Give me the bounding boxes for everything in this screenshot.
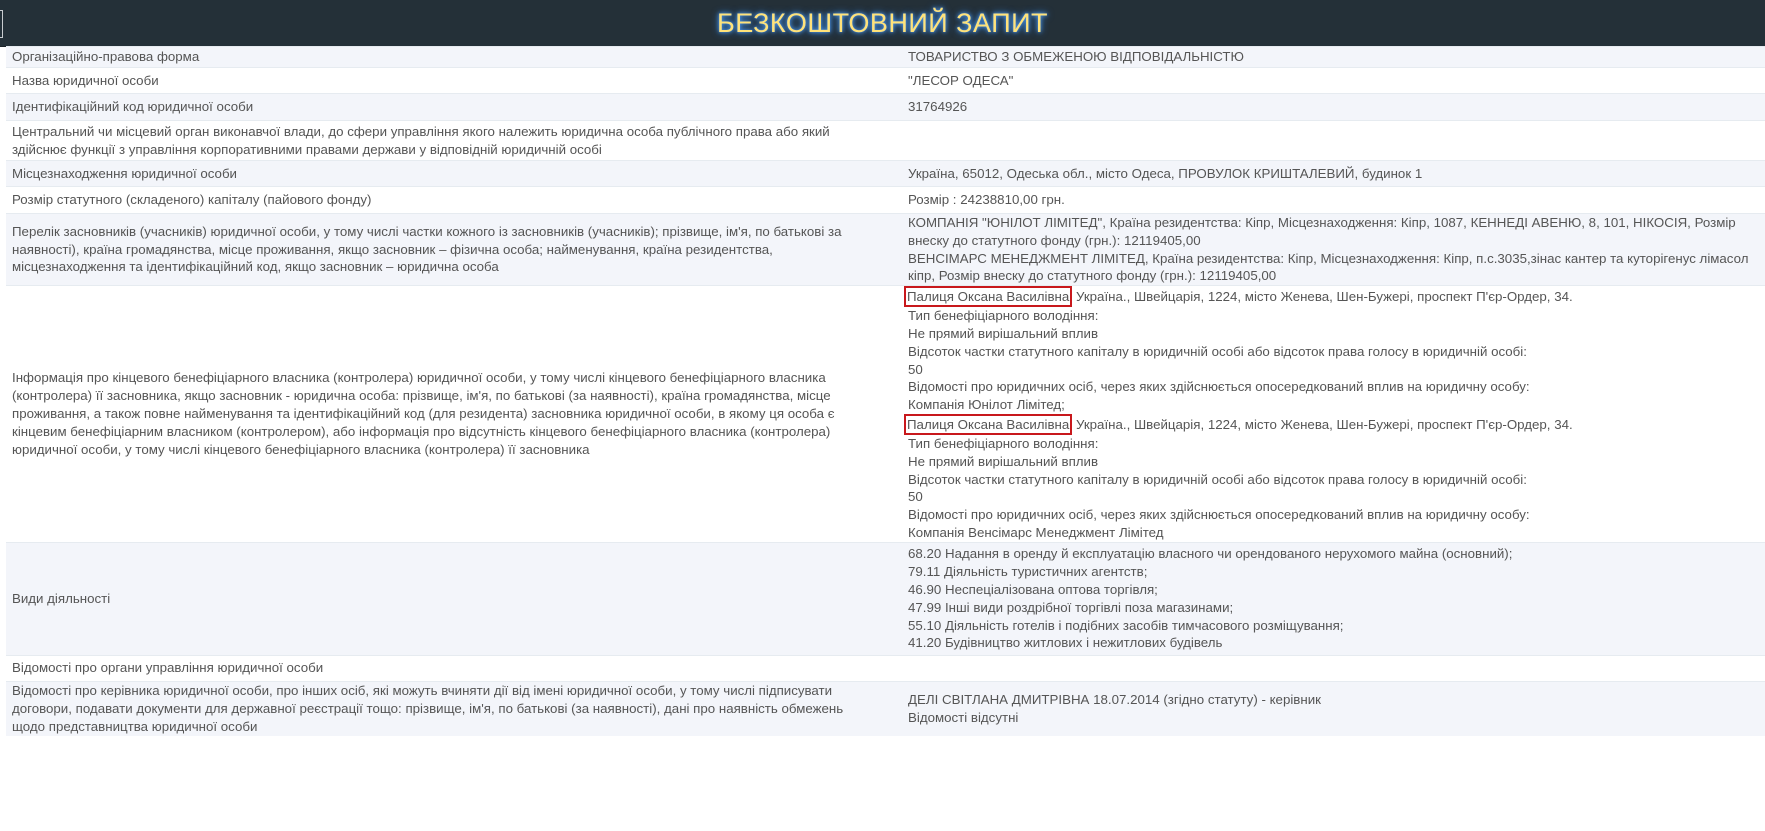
row-value-line: Компанія Юнілот Лімітед;	[908, 397, 1065, 413]
registry-table	[6, 46, 1765, 736]
row-label-line: здійснює функції з управління корпоративними правами держави у відповідній юридичній особі	[12, 141, 602, 157]
row-label	[6, 542, 902, 655]
row-value-line: Україна, 65012, Одеська обл., місто Одеса, ПРОВУЛОК КРИШТАЛЕВИЙ, будинок 1	[908, 165, 1423, 181]
beneficiary-address: Україна., Швейцарія, 1224, місто Женева, Шен-Бужері, проспект П'єр-Ордер, 34.	[1072, 289, 1573, 305]
row-value-line: 31764926	[908, 99, 968, 114]
row-label	[6, 47, 902, 68]
row-value-line: КОМПАНІЯ "ЮНІЛОТ ЛІМІТЕД", Країна резидентства: Кіпр, Місцезнаходження: Кіпр, 1087, КЕННЕДІ АВЕНЮ, 8, 101, НІКОСІЯ, Розмір	[908, 215, 1736, 230]
row-label-line: Організаційно-правова форма	[12, 49, 200, 64]
row-value	[902, 121, 1765, 161]
row-label-line: місцезнаходження та ідентифікаційний код, якщо засновник – юридична особа	[12, 259, 499, 275]
row-value-line: "ЛЕСОР ОДЕСА"	[908, 72, 1014, 88]
row-label	[6, 161, 902, 187]
row-value-line: внеску до статутного фонду (грн.): 12119405,00	[908, 232, 1201, 248]
row-value	[902, 214, 1765, 286]
table-row	[6, 681, 1765, 736]
table-row	[6, 655, 1765, 681]
table-row	[6, 214, 1765, 286]
row-value-line: Відомості про юридичних осіб, через яких здійснюється опосередкований вплив на юридичну особу:	[908, 507, 1530, 523]
row-label-line: Ідентифікаційний код юридичної особи	[12, 99, 254, 114]
row-value-line: Відсоток частки статутного капіталу в юридичній особі або відсоток права голосу в юридичній особі:	[908, 343, 1527, 359]
row-label-line: Відомості про керівника юридичної особи, про інших осіб, які можуть вчиняти дії від імені юридичної особи, у тому числі підписувати	[12, 683, 833, 699]
row-value-line: Розмір : 24238810,00 грн.	[908, 192, 1065, 207]
row-label-line: (контролера) її засновника, якщо засновник - юридична особа: прізвище, ім'я, по батькові (за наявності), країна громадянства, місце	[12, 388, 831, 404]
highlighted-name: Палиця Оксана Василівна	[904, 286, 1072, 307]
row-value-line: Не прямий вирішальний вплив	[908, 453, 1099, 469]
row-value-line: Не прямий вирішальний вплив	[908, 325, 1099, 341]
row-value-line: кіпр, Розмір внеску до статутного фонду (грн.): 12119405,00	[908, 268, 1277, 284]
row-label-line: Розмір статутного (складеного) капіталу (пайового фонду)	[12, 192, 372, 207]
row-value-line: 50	[908, 361, 923, 377]
row-label-line: Назва юридичної особи	[12, 72, 159, 88]
row-label	[6, 681, 902, 736]
header-bar	[0, 0, 1765, 47]
row-label	[6, 214, 902, 286]
row-value-line: 47.99 Інші види роздрібної торгівлі поза магазинами;	[908, 599, 1234, 615]
row-value-line: 55.10 Діяльність готелів і подібних засобів тимчасового розміщування;	[908, 617, 1344, 633]
beneficiary-line	[908, 286, 1759, 307]
row-label	[6, 187, 902, 214]
table-row	[6, 542, 1765, 655]
row-value	[902, 94, 1765, 121]
row-value-line: Відомості про юридичних осіб, через яких здійснюється опосередкований вплив на юридичну особу:	[908, 379, 1530, 395]
row-value	[902, 161, 1765, 187]
row-value-line: 79.11 Діяльність туристичних агентств;	[908, 564, 1148, 580]
row-value-line: Тип бенефіціарного володіння:	[908, 308, 1099, 324]
row-value	[902, 655, 1765, 681]
row-value	[902, 68, 1765, 94]
row-label	[6, 121, 902, 161]
row-value	[902, 47, 1765, 68]
row-value-line: Компанія Венсімарс Менеджмент Лімітед	[908, 524, 1164, 540]
row-value	[902, 286, 1765, 543]
row-label-line: Відомості про органи управління юридичної особи	[12, 660, 324, 676]
beneficiary-line	[908, 414, 1759, 435]
row-value-line: Відомості відсутні	[908, 710, 1019, 725]
row-value	[902, 187, 1765, 214]
beneficiary-address: Україна., Швейцарія, 1224, місто Женева, Шен-Бужері, проспект П'єр-Ордер, 34.	[1072, 416, 1573, 432]
highlighted-name: Палиця Оксана Василівна	[904, 414, 1072, 435]
row-label-line: юридичної особи, у тому числі кінцевого бенефіціарного власника (контролера) її засновника	[12, 441, 590, 457]
table-row	[6, 68, 1765, 94]
page-title: БЕЗКОШТОВНИЙ ЗАПИТ	[716, 8, 1049, 38]
row-label	[6, 655, 902, 681]
row-label-line: Перелік засновників (учасників) юридичної особи, у тому числі частки кожного із засновників (учасників); прізвище, ім'я, по батькові за	[12, 223, 842, 239]
row-label-line: Інформація про кінцевого бенефіціарного власника (контролера) юридичної особи, у тому числі кінцевого бенефіціарного власника	[12, 370, 826, 386]
row-value-line: ДЕЛІ СВІТЛАНА ДМИТРІВНА 18.07.2014 (згідно статуту) - керівник	[908, 692, 1321, 708]
row-value-line: ТОВАРИСТВО З ОБМЕЖЕНОЮ ВІДПОВІДАЛЬНІСТЮ	[908, 49, 1244, 64]
row-value-line: Тип бенефіціарного володіння:	[908, 435, 1099, 451]
row-value-line: 68.20 Надання в оренду й експлуатацію власного чи орендованого нерухомого майна (основний);	[908, 546, 1513, 562]
row-value-line: 50	[908, 489, 923, 505]
row-label	[6, 94, 902, 121]
table-row	[6, 47, 1765, 68]
table-row	[6, 161, 1765, 187]
row-value	[902, 681, 1765, 736]
row-label-line: проживання, а також повне найменування та ідентифікаційний код (для резидента) засновника юридичної особи, в якому ця особа є	[12, 406, 835, 422]
row-label-line: договори, подавати документи для державної реєстрації тощо: прізвище, ім'я, по батькові (за наявності), дані про наявність обмежень	[12, 701, 844, 717]
row-value-line: 41.20 Будівництво житлових і нежитлових будівель	[908, 635, 1223, 651]
table-row	[6, 94, 1765, 121]
row-label-line: Види діяльності	[12, 590, 111, 606]
table-row	[6, 121, 1765, 161]
row-value-line: 46.90 Неспеціалізована оптова торгівля;	[908, 581, 1158, 597]
row-label-line: кінцевим бенефіціарним власником (контролером), або інформація про відсутність кінцевого бенефіціарного власника (контролера)	[12, 423, 831, 439]
row-value-line: Відсоток частки статутного капіталу в юридичній особі або відсоток права голосу в юридичній особі:	[908, 471, 1527, 487]
table-row	[6, 187, 1765, 214]
row-label-line: Місцезнаходження юридичної особи	[12, 165, 237, 181]
row-label-line: наявності), країна громадянства, місце проживання, якщо засновник – фізична особа; найменування, країна резидентства,	[12, 241, 773, 257]
row-label	[6, 286, 902, 543]
row-label-line: Центральний чи місцевий орган виконавчої влади, до сфери управління якого належить юридична особа публічного права або який	[12, 123, 830, 139]
row-label-line: щодо представництва юридичної особи	[12, 718, 258, 734]
row-label	[6, 68, 902, 94]
table-row	[6, 286, 1765, 543]
row-value	[902, 542, 1765, 655]
row-value-line: ВЕНСІМАРС МЕНЕДЖМЕНТ ЛІМІТЕД, Країна резидентства: Кіпр, Місцезнаходження: Кіпр, п.с.3035,зінас кантер та куторігенус лімасол	[908, 250, 1749, 266]
